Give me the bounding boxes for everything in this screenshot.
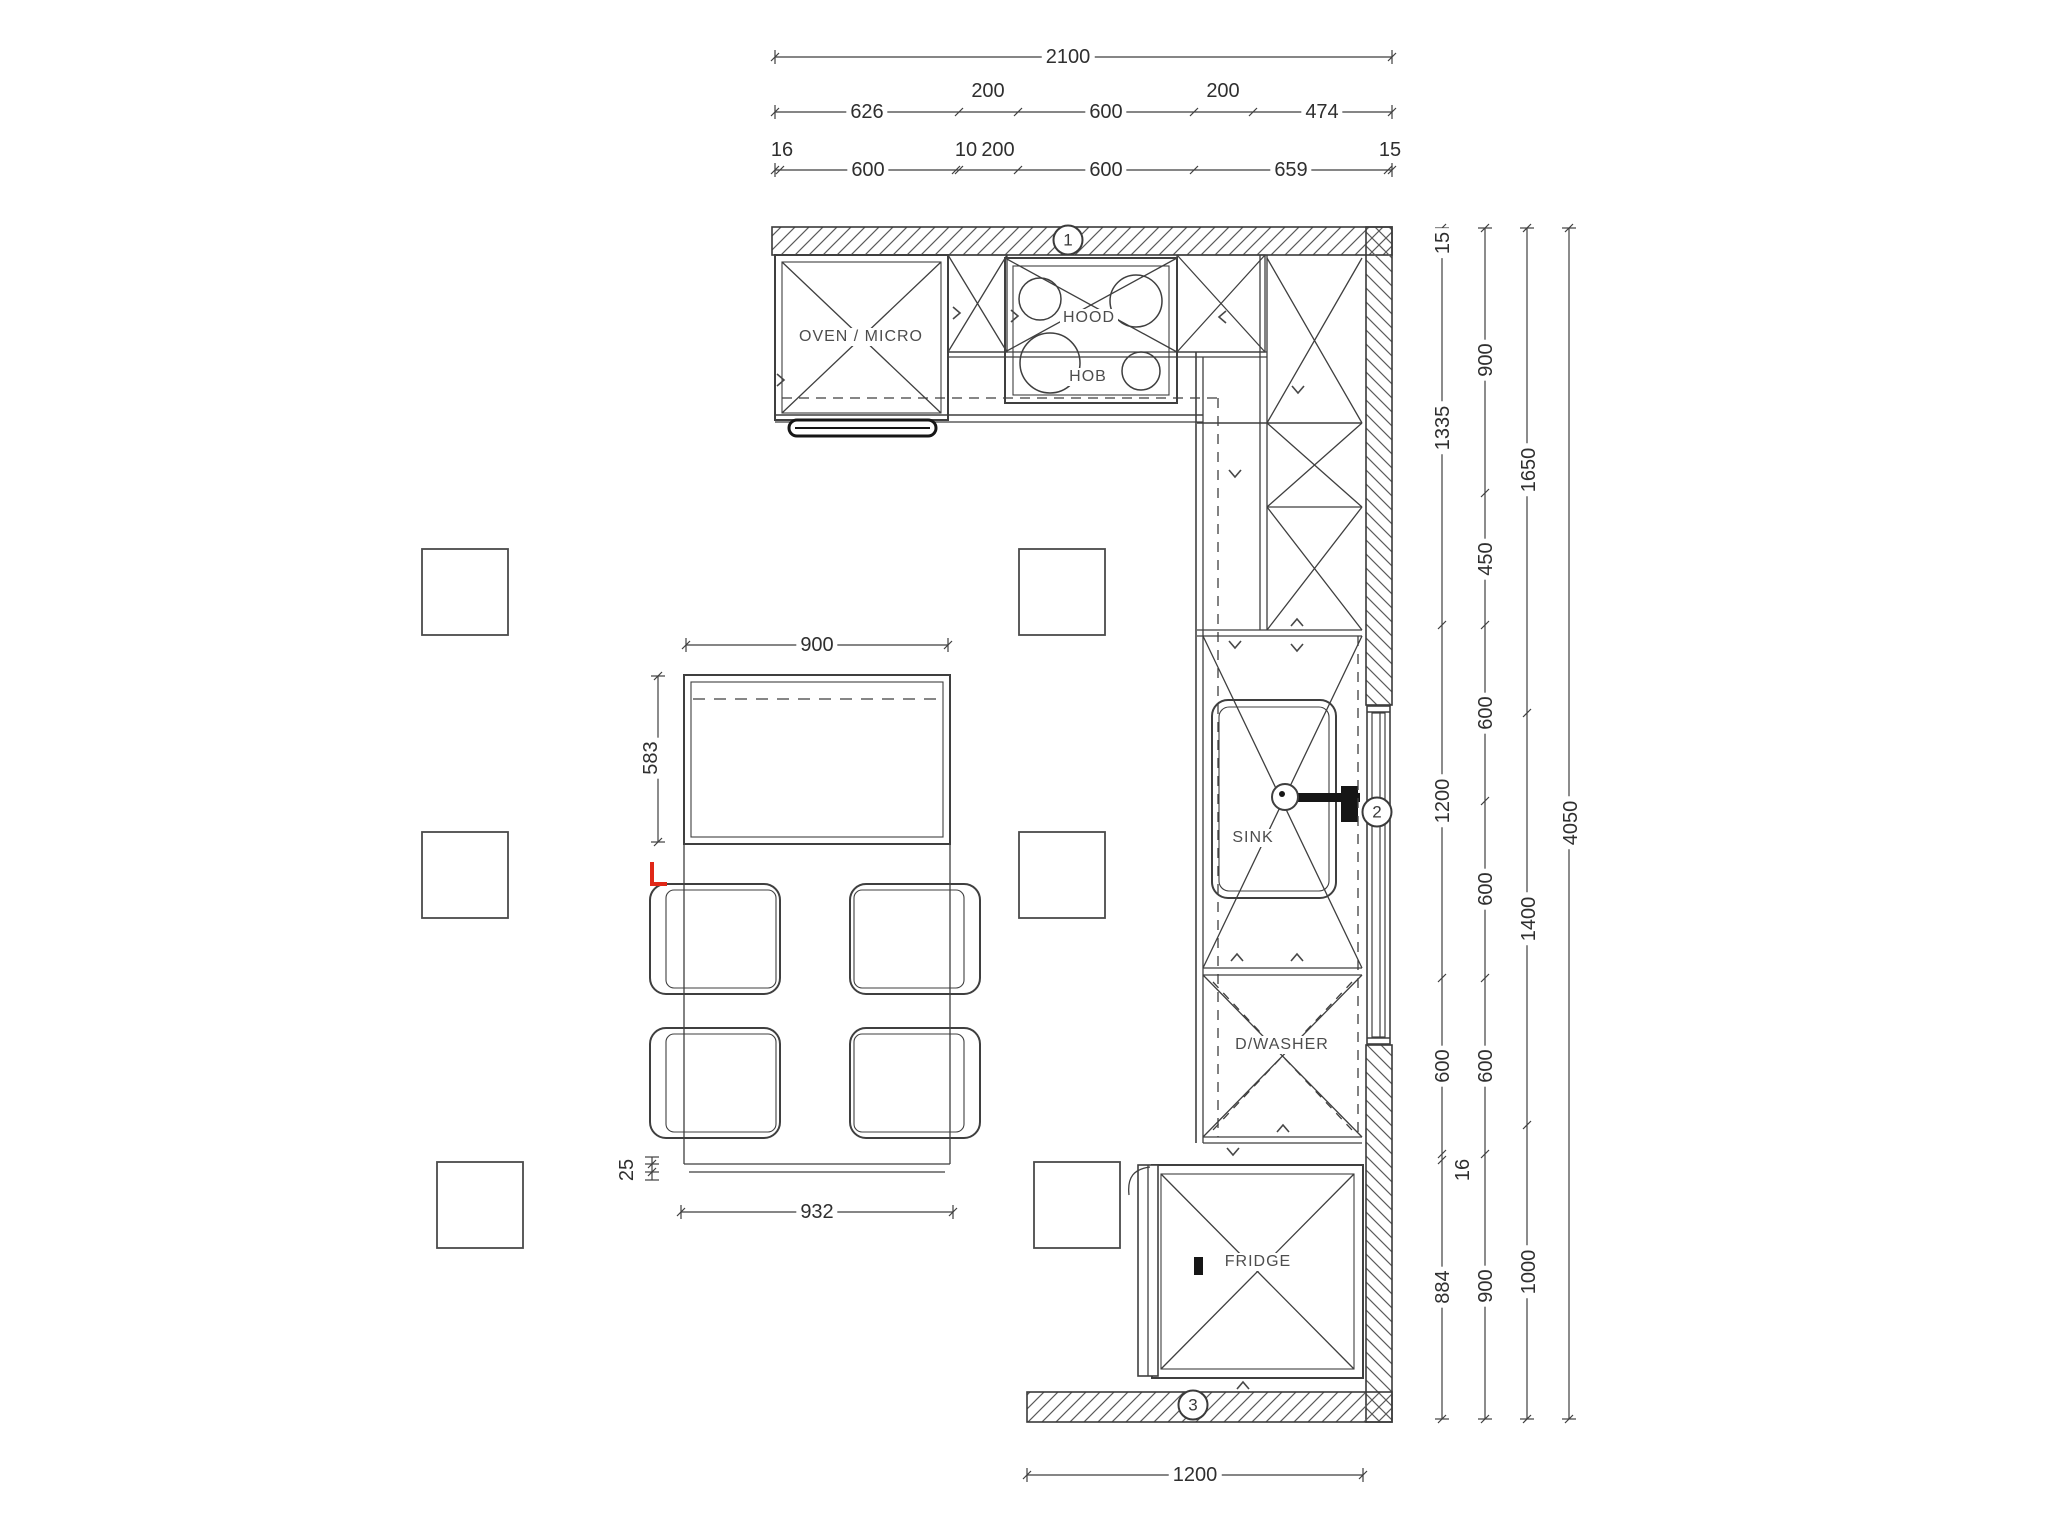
dim-label: 600 <box>1476 1045 1496 1086</box>
dim-label: 932 <box>796 1202 837 1222</box>
dim-label: 1000 <box>1519 1246 1539 1299</box>
dim-label: 1200 <box>1433 775 1453 828</box>
dim-label: 10 <box>954 139 978 161</box>
square-marker <box>1034 1162 1120 1248</box>
position-marker-1: 1 <box>1053 225 1084 256</box>
tall-unit-crosses <box>1267 258 1362 630</box>
dim-label: 4050 <box>1561 797 1581 850</box>
dim-label: 600 <box>1085 160 1126 180</box>
square-marker <box>422 549 508 635</box>
chair <box>650 1028 780 1138</box>
burner-top-left <box>1019 278 1061 320</box>
square-marker <box>437 1162 523 1248</box>
dim-label: 200 <box>981 139 1015 161</box>
position-marker-2: 2 <box>1362 797 1393 828</box>
chair <box>650 884 780 994</box>
table <box>684 844 950 1172</box>
dim-label: 900 <box>1476 339 1496 380</box>
dim-label: 583 <box>641 737 661 778</box>
dim-label: 600 <box>1476 868 1496 909</box>
chevron-down-icon <box>1291 644 1303 651</box>
dim-label: 16 <box>767 140 797 160</box>
chevron-up-icon <box>1291 954 1303 961</box>
chevron-up-icon <box>1277 1125 1289 1132</box>
faucet-handle <box>1272 784 1298 810</box>
chevron-up-icon <box>1231 954 1243 961</box>
square-marker <box>422 832 508 918</box>
sink-label: SINK <box>1229 829 1276 847</box>
fridge-label: FRIDGE <box>1222 1253 1294 1271</box>
wall-right-lower <box>1366 1045 1392 1422</box>
dim-label: 1335 <box>1433 402 1453 455</box>
ceiling-squares <box>422 549 1120 1248</box>
chevron-right-icon <box>1011 310 1018 322</box>
dining-set <box>650 675 980 1172</box>
dim-label: 900 <box>1476 1265 1496 1306</box>
chevron-down-icon <box>1227 1148 1239 1155</box>
chevron-up-icon <box>1237 1382 1249 1389</box>
wall-right-upper <box>1366 227 1392 705</box>
hob-label: HOB <box>1066 368 1110 386</box>
dim-label: 600 <box>1433 1045 1453 1086</box>
chair <box>850 1028 980 1138</box>
hood-label: HOOD <box>1060 309 1118 327</box>
chevron-right-icon <box>953 307 960 319</box>
dim-label: 600 <box>1085 102 1126 122</box>
window <box>1367 706 1390 1044</box>
oven-label: OVEN / MICRO <box>796 328 926 346</box>
dim-label: 15 <box>1433 228 1453 258</box>
dim-label: 2100 <box>1042 47 1095 67</box>
dim-label: 1650 <box>1519 444 1539 497</box>
dim-label: 884 <box>1433 1266 1453 1307</box>
chair <box>850 884 980 994</box>
chevron-down-icon <box>1229 641 1241 648</box>
dim-label: 200 <box>1202 81 1243 101</box>
sink-cabinet <box>1203 636 1362 968</box>
dim-label: 474 <box>1301 102 1342 122</box>
chevron-left-icon <box>1219 311 1226 323</box>
faucet-base <box>1341 786 1358 822</box>
dim-label: 25 <box>616 1158 638 1182</box>
square-marker <box>1019 549 1105 635</box>
fridge-box <box>1129 1165 1363 1378</box>
position-marker-3: 3 <box>1178 1390 1209 1421</box>
burner-bottom-right <box>1122 352 1160 390</box>
chevron-up-icon <box>1291 619 1303 626</box>
dim-label: 16 <box>1453 1155 1473 1185</box>
dishwasher-label: D/WASHER <box>1232 1036 1332 1054</box>
square-marker <box>1019 832 1105 918</box>
wall-bottom <box>1027 1392 1392 1422</box>
dim-label: 900 <box>796 635 837 655</box>
dim-label: 659 <box>1270 160 1311 180</box>
chevron-down-icon <box>1292 386 1304 393</box>
dim-label: 626 <box>846 102 887 122</box>
dim-label: 1400 <box>1519 893 1539 946</box>
chevron-right-icon <box>777 374 784 386</box>
dim-label: 15 <box>1375 140 1405 160</box>
dim-label: 600 <box>1476 692 1496 733</box>
fridge-handle <box>1194 1257 1203 1275</box>
dim-label: 1200 <box>1169 1465 1222 1485</box>
wall-cabinet-right <box>1177 255 1265 352</box>
chevron-down-icon <box>1229 470 1241 477</box>
dishwasher-box <box>1203 975 1362 1137</box>
dim-label: 200 <box>967 81 1008 101</box>
wall-cabinet-left <box>948 255 1007 352</box>
bench <box>684 675 950 844</box>
dim-label: 450 <box>1476 538 1496 579</box>
red-corner-mark <box>652 862 667 884</box>
dim-label: 600 <box>847 160 888 180</box>
